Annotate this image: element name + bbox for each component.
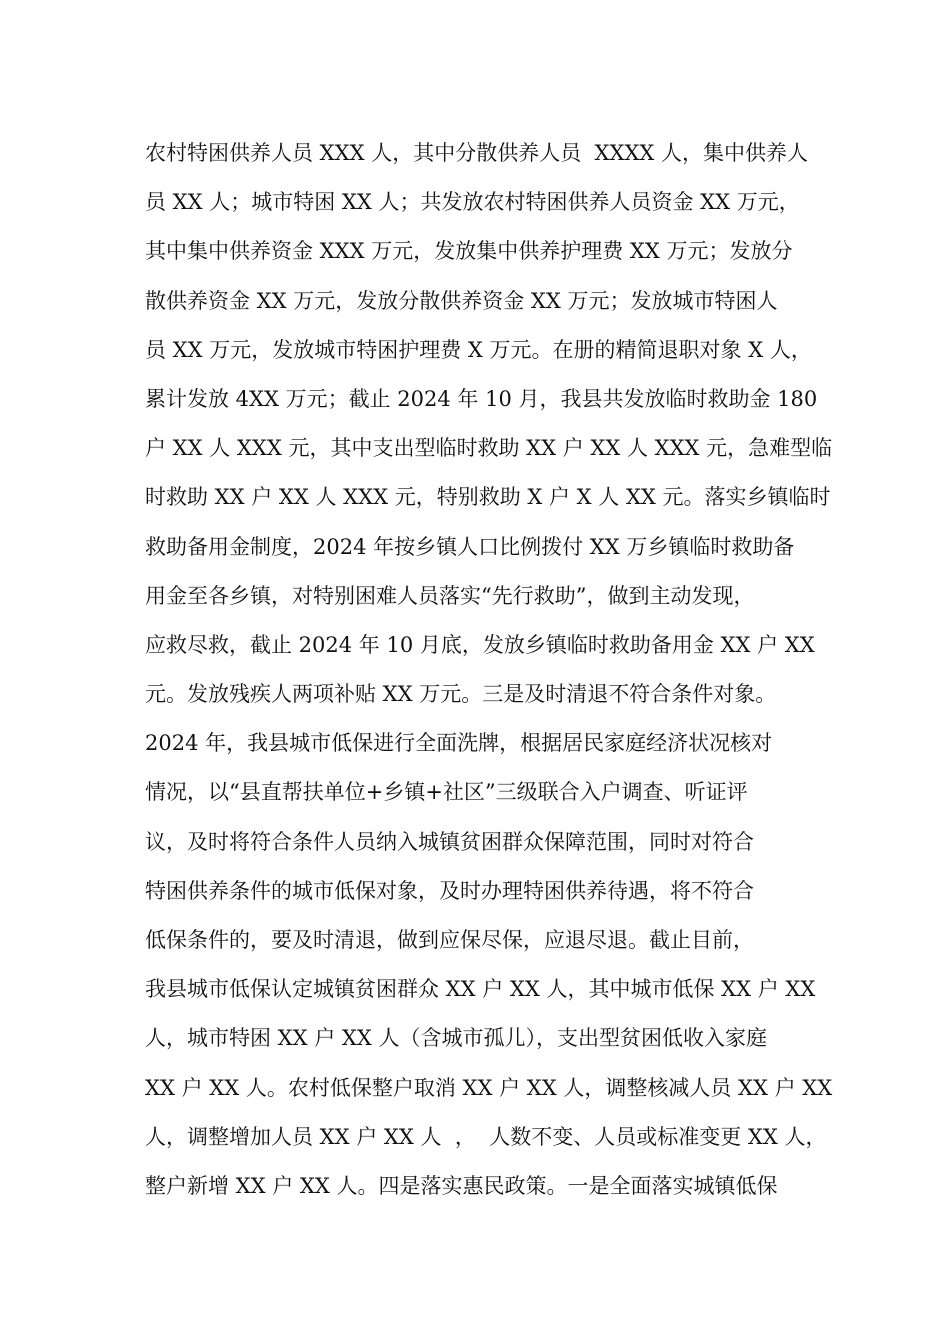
text-line-13: 2024 年，我县城市低保进行全面洗牌，根据居民家庭经济状况核对 [145,731,773,756]
text-line-22: 整户新增 XX 户 XX 人。四是落实惠民政策。一是全面落实城镇低保 [145,1173,778,1198]
text-line-15: 议，及时将符合条件人员纳入城镇贫困群众保障范围，同时对符合 [145,829,754,854]
text-line-18: 我县城市低保认定城镇贫困群众 XX 户 XX 人，其中城市低保 XX 户 XX [145,977,816,1002]
text-line-11: 应救尽救，截止 2024 年 10 月底，发放乡镇临时救助备用金 XX 户 XX [145,632,815,657]
text-line-14: 情况，以“县直帮扶单位+乡镇+社区”三级联合入户调查、听证评 [145,780,748,805]
text-line-1: 农村特困供养人员 XXX 人，其中分散供养人员 XXXX 人，集中供养人 [145,141,809,165]
text-line-19: 人，城市特困 XX 户 XX 人（含城市孤儿），支出型贫困低收入家庭 [145,1026,767,1051]
text-line-12: 元。发放残疾人两项补贴 XX 万元。三是及时清退不符合条件对象。 [145,682,777,707]
text-line-2: 员 XX 人；城市特困 XX 人；共发放农村特困供养人员资金 XX 万元， [145,190,800,215]
text-line-21: 人，调整增加人员 XX 户 XX 人 ， 人数不变、人员或标准变更 XX 人， [145,1124,827,1149]
text-line-7: 户 XX 人 XXX 元，其中支出型临时救助 XX 户 XX 人 XXX 元，急难型临 [145,436,833,461]
body-paragraph [145,133,833,1215]
text-line-9: 救助备用金制度，2024 年按乡镇人口比例拨付 XX 万乡镇临时救助备 [145,534,795,559]
text-line-4: 散供养资金 XX 万元，发放分散供养资金 XX 万元；发放城市特困人 [145,288,778,313]
text-line-10: 用金至各乡镇，对特别困难人员落实“先行救助”，做到主动发现， [145,583,755,608]
text-line-17: 低保条件的，要及时清退，做到应保尽保，应退尽退。截止目前， [145,928,754,952]
text-line-3: 其中集中供养资金 XXX 万元，发放集中供养护理费 XX 万元；发放分 [145,239,793,264]
text-line-6: 累计发放 4XX 万元；截止 2024 年 10 月，我县共发放临时救助金 180 [145,386,818,411]
text-line-8: 时救助 XX 户 XX 人 XXX 元，特别救助 X 户 X 人 XX 元。落实乡镇临时 [145,485,831,510]
text-line-5: 员 XX 万元，发放城市特困护理费 X 万元。在册的精简退职对象 X 人， [145,337,812,362]
text-line-16: 特困供养条件的城市低保对象，及时办理特困供养待遇，将不符合 [145,878,754,903]
text-line-20: XX 户 XX 人。农村低保整户取消 XX 户 XX 人，调整核减人员 XX 户 XX [145,1075,833,1100]
